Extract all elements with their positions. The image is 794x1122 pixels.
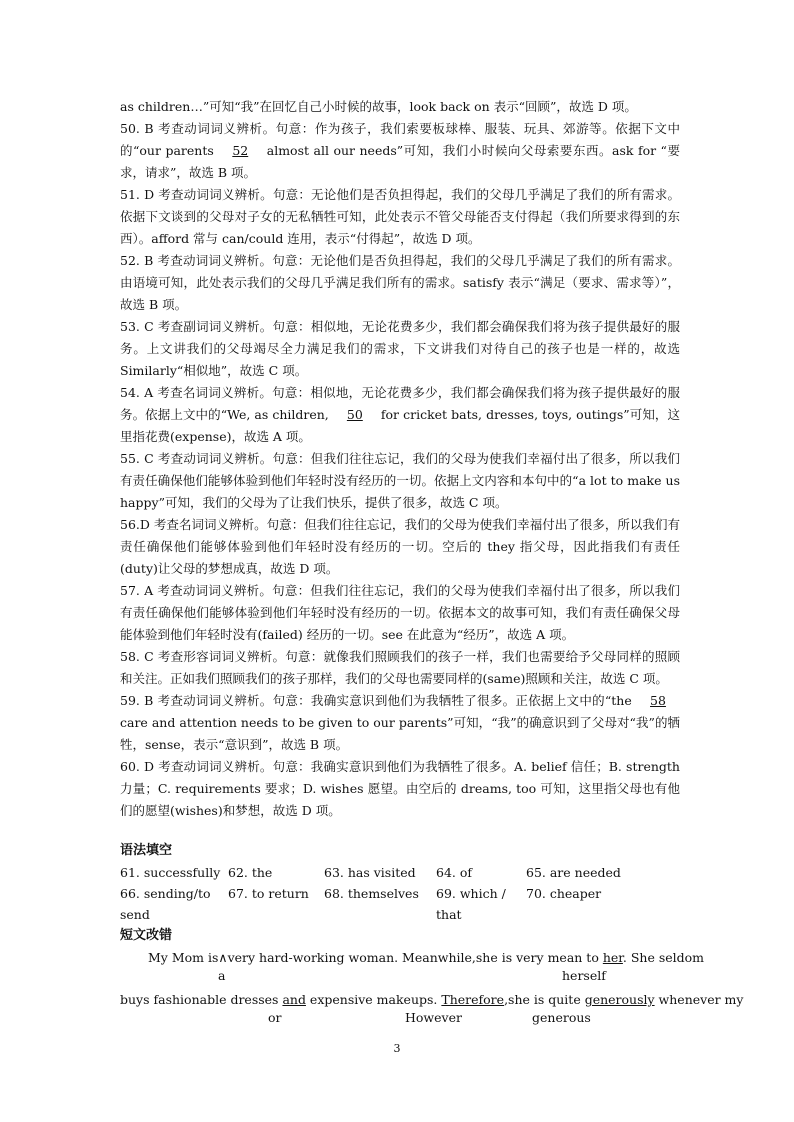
grammar-answer: 65. are needed: [526, 865, 621, 880]
correction-passage: [120, 947, 744, 1031]
grammar-answer: 69. which / that: [436, 886, 506, 922]
grammar-answer: 61. successfully: [120, 865, 221, 880]
grammar-heading: 语法填空: [120, 843, 173, 858]
blank-ref: 52: [232, 143, 249, 158]
error-word: generously: [584, 992, 655, 1007]
page-number: 3: [393, 1042, 401, 1055]
explanation-54: 54. A 考查名词词义辨析。句意：相似地，无论花费多少，我们都会确保我们将为孩子提供最好的服务。依据上文中的“We, as children, 50 for cricket bats, dresses, toys, outings”可知，这里指花费(expense)，故选 A 项。: [120, 385, 681, 444]
error-word: Therefore: [441, 992, 505, 1007]
answer-page: [120, 96, 744, 1031]
explanation-52: 52. B 考查动词词义辨析。句意：无论他们是否负担得起，我们的父母几乎满足了我们的所有需求。由语境可知，此处表示我们的父母几乎满足我们所有的需求。satisfy 表示“满足（要求、需求等）”，故选 B 项。: [120, 253, 680, 312]
grammar-answer: 64. of: [436, 865, 473, 880]
grammar-row: [120, 862, 680, 883]
insert-caret: ∧: [218, 950, 228, 965]
grammar-answer: 62. the: [228, 865, 273, 880]
grammar-answer: 70. cheaper: [526, 886, 602, 901]
explanation-50: 50. B 考查动词词义辨析。句意：作为孩子，我们索要板球棒、服装、玩具、郊游等。依据下文中的“our parents 52 almost all our needs”可知，我们小时候向父母索要东西。ask for “要求，请求”，故选 B 项。: [120, 121, 680, 180]
explanation-53: 53. C 考查副词词义辨析。句意：相似地，无论花费多少，我们都会确保我们将为孩子提供最好的服务。上文讲我们的父母竭尽全力满足我们的需求，下文讲我们对待自己的孩子也是一样的，故选 Similarly“相似地”，故选 C 项。: [120, 319, 680, 378]
grammar-answer: 68. themselves: [324, 886, 419, 901]
grammar-answers: [120, 862, 680, 925]
explanation-57: 57. A 考查动词词义辨析。句意：但我们往往忘记，我们的父母为使我们幸福付出了很多，所以我们有责任确保他们能够体验到他们年轻时没有经历的一切。依据本文的故事可知，我们有责任确保父母能体验到他们年轻时没有(failed) 经历的一切。see 在此意为“经历”，故选 A 项。: [120, 583, 680, 642]
correction-fixes-2: [120, 1010, 680, 1031]
correction-line-2: buys fashionable dresses and expensive makeups. Therefore,she is quite generously whenever my: [120, 992, 744, 1007]
correction-line-1: My Mom is∧very hard-working woman. Meanwhile,she is very mean to her. She seldom: [148, 950, 705, 965]
explanation-58: 58. C 考查形容词词义辨析。句意：就像我们照顾我们的孩子一样，我们也需要给予父母同样的照顾和关注。正如我们照顾我们的孩子那样，我们的父母也需要同样的(same)照顾和关注，故选 C 项。: [120, 649, 680, 686]
grammar-row: [120, 883, 680, 925]
explanation-60: 60. D 考查动词词义辨析。句意：我确实意识到他们为我牺牲了很多。A. belief 信任；B. strength 力量；C. requirements 要求；D. wishes 愿望。由空后的 dreams, too 可知，这里指父母也有他们的愿望(wishes)和梦想，故选 D 项。: [120, 759, 680, 818]
correction-fix: generous: [532, 1010, 591, 1025]
explanations: [120, 96, 680, 822]
explanation-51: 51. D 考查动词词义辨析。句意：无论他们是否负担得起，我们的父母几乎满足了我们的所有需求。依据下文谈到的父母对子女的无私牺牲可知，此处表示不管父母能否支付得起（我们所要求得到的东西）。afford 常与 can/could 连用，表示“付得起”，故选 D 项。: [120, 187, 680, 246]
correction-fix: or: [268, 1010, 282, 1025]
explanation-56: 56.D 考查名词词义辨析。句意：但我们往往忘记，我们的父母为使我们幸福付出了很多，所以我们有责任确保他们能够体验到他们年轻时没有经历的一切。空后的 they 指父母，因此指我们有责任(duty)让父母的梦想成真，故选 D 项。: [120, 517, 680, 576]
grammar-answer: 66. sending/to send: [120, 886, 211, 922]
correction-fix: However: [405, 1010, 462, 1025]
correction-fix: a: [218, 968, 226, 983]
correction-fixes-1: [120, 968, 680, 989]
blank-ref: 50: [346, 407, 363, 422]
correction-heading: 短文改错: [120, 928, 173, 943]
grammar-answer: 63. has visited: [324, 865, 416, 880]
grammar-answer: 67. to return: [228, 886, 309, 901]
correction-fix: herself: [562, 968, 606, 983]
blank-ref: 58: [650, 693, 666, 708]
explanation-59: 59. B 考查动词词义辨析。句意：我确实意识到他们为我牺牲了很多。正依据上文中的“the 58 care and attention needs to be given to our parents”可知，“我”的确意识到了父母对“我”的牺牲，sense，表示“意识到”，故选 B 项。: [120, 690, 680, 756]
error-word: her: [602, 950, 623, 965]
error-word: and: [282, 992, 306, 1007]
explanation-55: 55. C 考查动词词义辨析。句意：但我们往往忘记，我们的父母为使我们幸福付出了很多，所以我们有责任确保他们能够体验到他们年轻时没有经历的一切。依据上文内容和本句中的“a lot to make us happy”可知，我们的父母为了让我们快乐，提供了很多，故选 C 项。: [120, 451, 680, 510]
explanation-49-tail: as children…”可知“我”在回忆自己小时候的故事，look back on 表示“回顾”，故选 D 项。: [120, 99, 637, 114]
